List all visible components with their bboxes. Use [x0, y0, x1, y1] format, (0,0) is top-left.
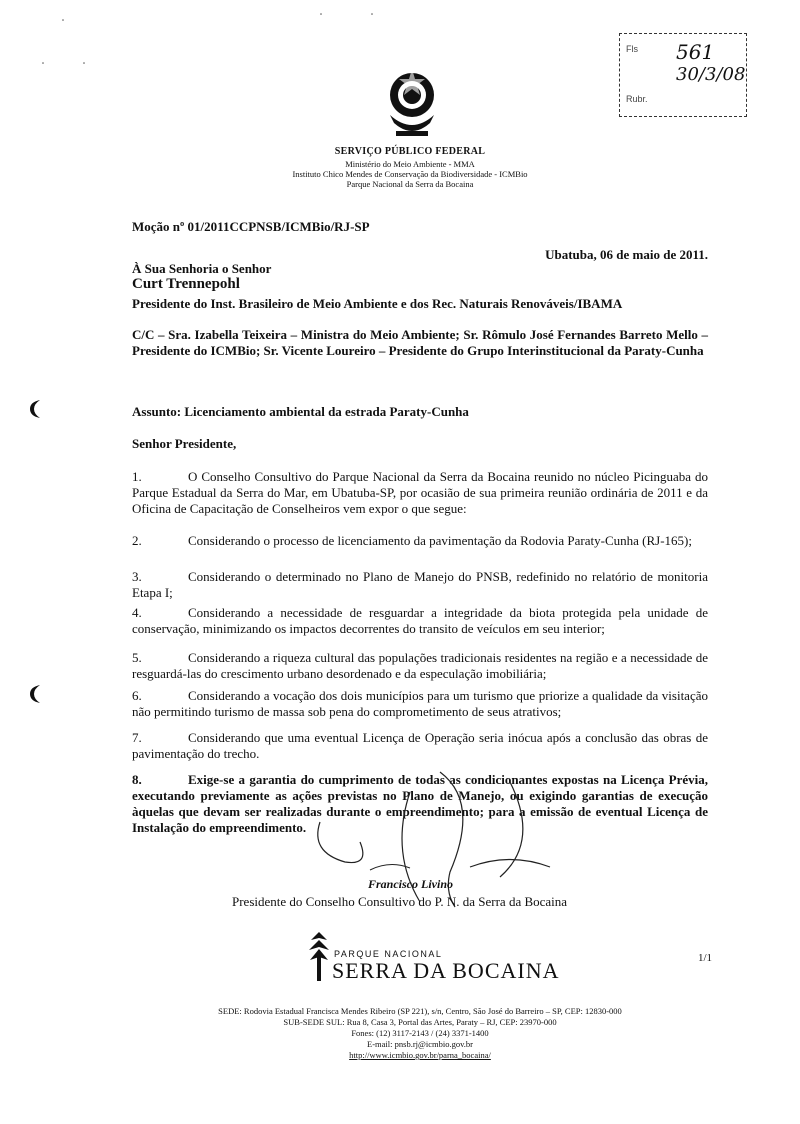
item-text: Considerando que uma eventual Licença de Operação seria inócua após a conclusão das obras de pavimentação do trecho. [132, 730, 708, 761]
header-institute: Instituto Chico Mendes de Conservação da Biodiversidade - ICMBio [292, 169, 528, 179]
brazil-coat-of-arms-icon [384, 65, 440, 145]
item-text: Considerando a vocação dos dois municípios para um turismo que priorize a qualidade da visitação não permitindo turismo de massa sob pena do comprometimento de seus atrativos; [132, 688, 708, 719]
salutation: À Sua Senhoria o Senhor [132, 261, 272, 276]
item-number: 7. [132, 730, 142, 745]
logo-park-name: SERRA DA BOCAINA [332, 958, 560, 983]
page-counter: 1/1 [698, 952, 713, 964]
list-item [132, 469, 708, 517]
greeting: Senhor Presidente, [132, 436, 237, 451]
stamp-date: 30/3/08 [676, 64, 746, 85]
list-item [132, 533, 708, 549]
footer-address-sub: SUB-SEDE SUL: Rua 8, Casa 3, Portal das Artes, Paraty – RJ, CEP: 23970-000 [283, 1017, 557, 1027]
protocol-stamp [619, 33, 747, 117]
list-item [132, 650, 708, 682]
logo-park-label: PARQUE NACIONAL [334, 949, 443, 959]
item-number: 4. [132, 605, 142, 620]
item-text: O Conselho Consultivo do Parque Nacional da Serra da Bocaina reunido no núcleo Picinguaba do Parque Estadual da Serra do Mar, em Ubatuba-SP, por ocasião de sua primeira reunião ordinária de 2011 e da Oficina de Capacitação de Conselheiros vem expor o que segue: [132, 469, 708, 516]
place-date: Ubatuba, 06 de maio de 2011. [545, 247, 708, 262]
stamp-sheet-number: 561 [676, 40, 715, 64]
item-text: Exige-se a garantia do cumprimento de todas as condicionantes expostas na Licença Prévia, executando previamente as ações previstas no Plano de Manejo, ou exigindo garantias de execução àquelas que devam ser realizadas durante o empreendimento; para a emissão de eventual Licença de Instalação do empreendimento. [132, 772, 708, 835]
item-number: 5. [132, 650, 142, 665]
list-item [132, 569, 708, 601]
footer-url [100, 1050, 740, 1061]
footer-url-link[interactable]: http://www.icmbio.gov.br/parna_bocaina/ [349, 1050, 491, 1060]
stamp-rubric-label: Rubr. [626, 94, 648, 104]
item-number: 1. [132, 469, 142, 484]
list-item [132, 688, 708, 720]
item-text: Considerando o processo de licenciamento da pavimentação da Rodovia Paraty-Cunha (RJ-165); [188, 533, 692, 548]
carbon-copy: C/C – Sra. Izabella Teixeira – Ministra do Meio Ambiente; Sr. Rômulo José Fernandes Barreto Mello – Presidente do ICMBio; Sr. Vicente Loureiro – Presidente do Grupo Interinstitucional da Paraty-Cunha [132, 327, 708, 358]
item-number: 2. [132, 533, 142, 548]
item-text: Considerando a riqueza cultural das populações tradicionais residentes na região e a necessidade de resguardá-las do crescimento urbano desordenado e da especulação imobiliária; [132, 650, 708, 681]
recipient-name: Curt Trennepohl [132, 276, 240, 292]
header-ministry: Ministério do Meio Ambiente - MMA [345, 159, 475, 169]
item-text: Considerando o determinado no Plano de Manejo do PNSB, redefinido no relatório de monitoria Etapa I; [132, 569, 708, 600]
header-title: SERVIÇO PÚBLICO FEDERAL [334, 146, 486, 157]
list-item [132, 605, 708, 637]
araucaria-tree-icon [308, 930, 330, 982]
footer-email: E-mail: pnsb.rj@icmbio.gov.br [367, 1039, 473, 1049]
item-text: Considerando a necessidade de resguardar a integridade da biota protegida pela unidade de conservação, minimizando os impactos decorrentes do transito de veículos em seu interior; [132, 605, 708, 636]
signatory-role: Presidente do Conselho Consultivo do P. N. da Serra da Bocaina [232, 894, 568, 909]
item-number: 6. [132, 688, 142, 703]
recipient-title: Presidente do Inst. Brasileiro de Meio Ambiente e dos Rec. Naturais Renováveis/IBAMA [132, 296, 623, 311]
footer-address-main: SEDE: Rodovia Estadual Francisca Mendes Ribeiro (SP 221), s/n, Centro, São José do Barreiro – SP, CEP: 12830-000 [218, 1006, 622, 1016]
stamp-fls-label: Fls [626, 44, 638, 54]
item-number: 8. [132, 772, 142, 787]
subject-line: Assunto: Licenciamento ambiental da estrada Paraty-Cunha [132, 404, 469, 419]
item-number: 3. [132, 569, 142, 584]
header-park: Parque Nacional da Serra da Bocaina [346, 179, 474, 189]
punch-hole-icon [28, 683, 42, 705]
signatory-name: Francisco Livino [368, 877, 454, 891]
punch-hole-icon [28, 398, 42, 420]
footer-phones: Fones: (12) 3117-2143 / (24) 3371-1400 [351, 1028, 489, 1038]
motion-reference: Moção nº 01/2011CCPNSB/ICMBio/RJ-SP [132, 219, 370, 234]
